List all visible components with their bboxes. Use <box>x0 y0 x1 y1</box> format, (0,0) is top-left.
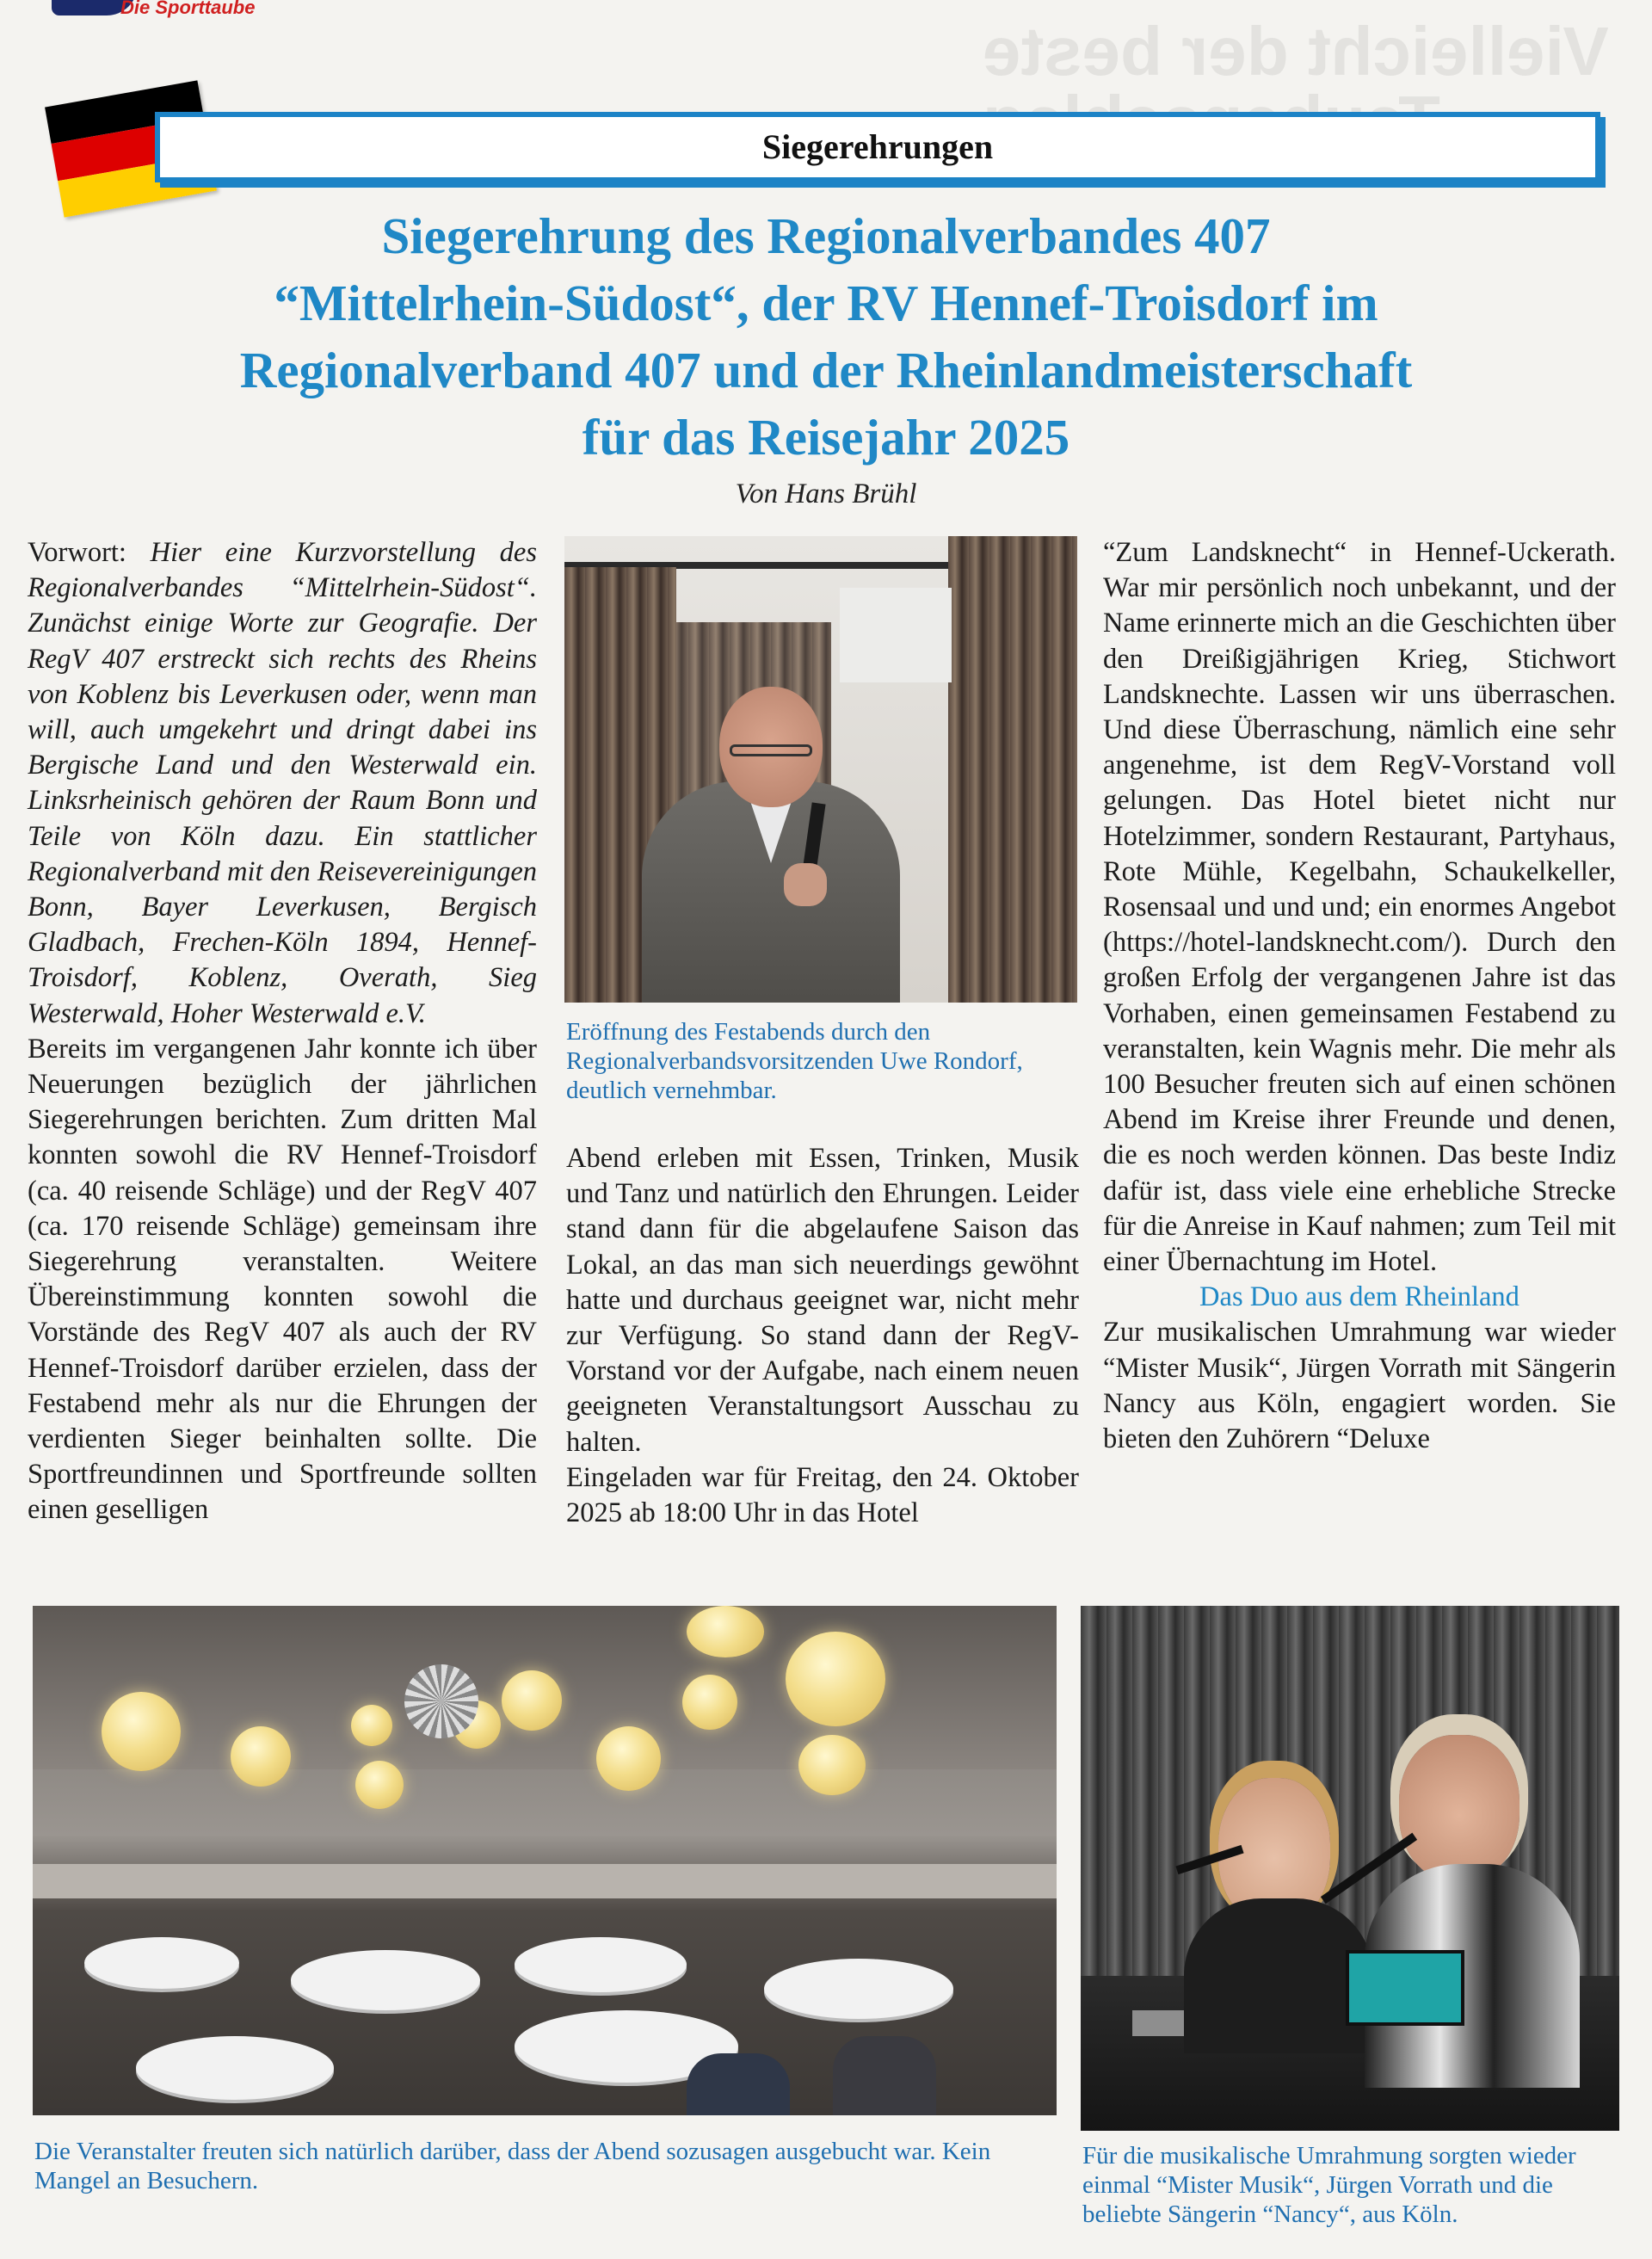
section-label: Siegerehrungen <box>761 127 994 166</box>
body-paragraph: Zur musikalischen Umrahmung war wieder “Mister Musik“, Jürgen Vorrath mit Sängerin Nancy aus Köln, engagiert worden. Sie bieten den Zuhörern “Deluxe <box>1103 1317 1616 1455</box>
intro-paragraph <box>28 535 537 1032</box>
photo-hall-caption: Die Veranstalter freuten sich natürlich darüber, dass der Abend sozusagen ausgebucht war. Kein Mangel an Besuchern. <box>34 2138 991 2194</box>
column-left <box>28 535 537 1528</box>
body-paragraph: Eingeladen war für Freitag, den 24. Oktober 2025 ab 18:00 Uhr in das Hotel <box>566 1461 1079 1529</box>
article-title <box>86 202 1566 471</box>
title-line: für das Reisejahr 2025 <box>582 409 1070 466</box>
photo-hall <box>33 1606 1057 2115</box>
title-line: Siegerehrung des Regionalverbandes 407 <box>381 207 1271 264</box>
intro-lead: Vorwort: <box>28 537 151 568</box>
subheading: Das Duo aus dem Rheinland <box>1199 1281 1519 1313</box>
title-line: Regionalverband 407 und der Rheinlandmeisterschaft <box>239 342 1413 398</box>
photo-speaker-caption: Eröffnung des Festabends durch den Regionalverbandsvorsitzenden Uwe Rondorf, deutlich vernehmbar. <box>566 1018 1023 1104</box>
magazine-subtitle: Die Sporttaube <box>120 0 256 18</box>
column-right <box>1103 535 1616 1457</box>
photo-speaker <box>564 536 1077 1003</box>
intro-text: Hier eine Kurzvorstellung des Regionalverbandes “Mittelrhein-Südost“. Zunächst einige Worte zur Geografie. Der RegV 407 erstreckt sich rechts des Rheins von Koblenz bis Leverkusen oder, wenn man will, auch umgekehrt und dringt dabei ins Bergische Land und den Westerwald ein. Linksrheinisch gehören der Raum Bonn und Teile von Köln dazu. Ein stattlicher Regionalverband mit den Reisevereinigungen Bonn, Bayer Leverkusen, Bergisch Gladbach, Frechen-Köln 1894, Hennef-Troisdorf, Koblenz, Overath, Sieg Westerwald, Hoher Westerwald e.V. <box>28 537 537 1029</box>
title-line: “Mittelrhein-Südost“, der RV Hennef-Troisdorf im <box>274 275 1378 331</box>
show-through-line: Vielleicht der beste <box>983 13 1609 89</box>
byline: Von Hans Brühl <box>735 478 917 509</box>
body-paragraph: Abend erleben mit Essen, Trinken, Musik und Tanz und natürlich den Ehrungen. Leider stand dann für die abgelaufene Saison das Lokal, an das man sich neuerdings gewöhnt hatte und durchaus geeignet war, nicht mehr zur Verfügung. So stand dann der RegV-Vorstand vor der Aufgabe, nach einem neuen geeigneten Veranstaltungsort Ausschau zu halten. <box>566 1143 1079 1458</box>
body-paragraph: “Zum Landsknecht“ in Hennef-Uckerath. War mir persönlich noch unbekannt, und der Name erinnerte mich an die Geschichten über den Dreißigjährigen Krieg, Stichwort Landsknechte. Lassen wir uns überraschen. Und diese Überraschung, nämlich eine sehr angenehme, ist dem RegV-Vorstand voll gelungen. Das Hotel bietet nicht nur Hotelzimmer, sondern Restaurant, Partyhaus, Rote Mühle, Kegelbahn, Schaukelkeller, Rosensaal und und und; ein enormes Angebot (https://hotel-landsknecht.com/). Durch den großen Erfolg der vergangenen Jahre ist das Vorhaben, einen gemeinsamen Festabend zu veranstalten, kein Wagnis mehr. Die mehr als 100 Besucher freuten sich auf einen schönen Abend im Kreise ihrer Freunde und denen, die es noch werden können. Das beste Indiz dafür ist, dass viele eine erhebliche Strecke für die Anreise in Kauf nahmen; zum Teil mit einer Übernachtung im Hotel. <box>1103 537 1616 1278</box>
photo-band <box>1081 1606 1619 2131</box>
body-paragraph: Bereits im vergangenen Jahr konnte ich über Neuerungen bezüglich der jährlichen Siegerehrungen berichten. Zum dritten Mal konnten sowohl die RV Hennef-Troisdorf (ca. 40 reisende Schläge) und der RegV 407 (ca. 170 reisende Schläge) gemeinsam ihre Siegerehrung veranstalten. Weitere Übereinstimmung konnten sowohl die Vorstände des RegV 407 als auch der RV Hennef-Troisdorf darüber erzielen, dass der Festabend mehr als nur die Ehrungen der verdienten Sieger beinhalten sollte. Die Sportfreundinnen und Sportfreunde sollten einen geselligen <box>28 1033 537 1526</box>
photo-band-caption: Für die musikalische Umrahmung sorgten wieder einmal “Mister Musik“, Jürgen Vorrath und die beliebte Sängerin “Nancy“, aus Köln. <box>1082 2142 1576 2228</box>
column-middle <box>566 1141 1079 1531</box>
